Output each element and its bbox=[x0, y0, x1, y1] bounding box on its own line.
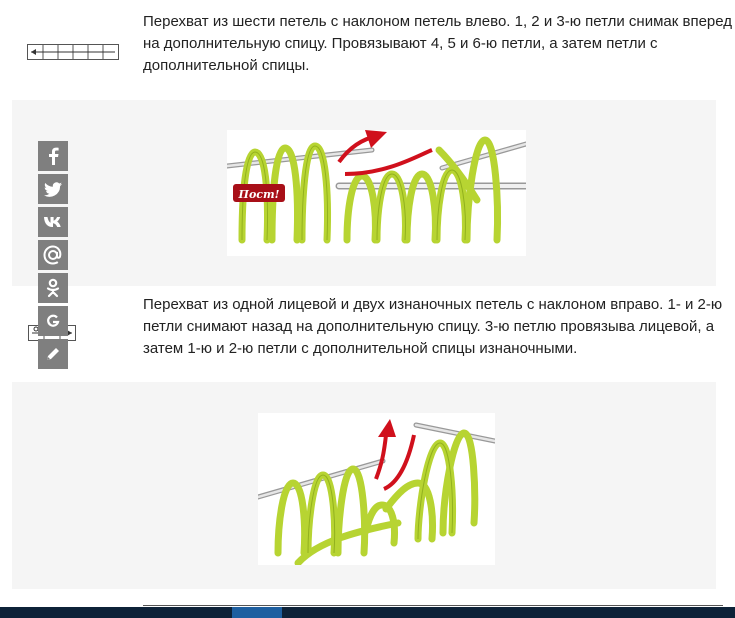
twitter-share-button[interactable] bbox=[38, 174, 68, 204]
step-1-badge: Пост! bbox=[238, 188, 280, 201]
facebook-share-button[interactable] bbox=[38, 141, 68, 171]
facebook-icon bbox=[46, 147, 60, 165]
email-icon bbox=[43, 245, 63, 265]
google-plus-share-button[interactable] bbox=[38, 306, 68, 336]
odnoklassniki-share-button[interactable] bbox=[38, 273, 68, 303]
share-bar bbox=[38, 141, 68, 372]
edit-button[interactable] bbox=[38, 339, 68, 369]
google-plus-icon bbox=[46, 314, 60, 328]
email-share-button[interactable] bbox=[38, 240, 68, 270]
bottom-banner-accent bbox=[232, 607, 282, 618]
step-2-description: Перехват из одной лицевой и двух изнаночных петель с наклоном вправо. 1- и 2-ю петли снимают назад на дополнительную спицу. 3-ю петлю провязыва лицевой, а затем 1-ю и 2-ю петли с дополнительной спицы изнаночными. bbox=[143, 296, 723, 357]
edit-icon bbox=[45, 346, 61, 362]
vk-share-button[interactable] bbox=[38, 207, 68, 237]
cable-6-left-symbol bbox=[27, 44, 119, 60]
step-2-illustration bbox=[258, 413, 495, 565]
bottom-banner bbox=[0, 607, 735, 618]
vk-icon bbox=[43, 216, 63, 228]
step-1-description: Перехват из шести петель с наклоном петель влево. 1, 2 и 3-ю петли снимак вперед на дополнительную спицу. Провязывают 4, 5 и 6-ю петли, а затем петли с дополнительной спицы. bbox=[143, 13, 733, 74]
twitter-icon bbox=[44, 182, 62, 197]
odnoklassniki-icon bbox=[46, 278, 60, 298]
